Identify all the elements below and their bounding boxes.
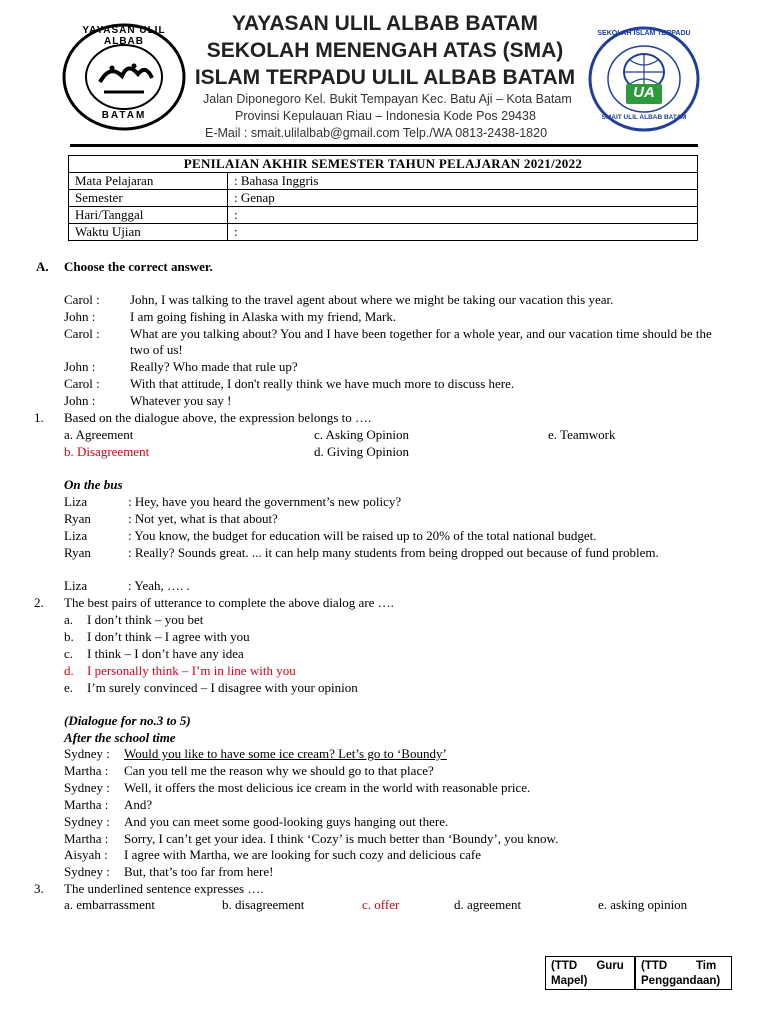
question-number: 1. (34, 410, 44, 425)
option-b-correct[interactable]: b. Disagreement (64, 444, 150, 459)
left-logo-bottom-text: BATAM (101, 110, 147, 121)
question-text: Based on the dialogue above, the expression belongs to …. (64, 410, 372, 425)
utterance: Sorry, I can’t get your idea. I think ‘Cozy’ is much better than ‘Boundy’, you know. (124, 831, 559, 846)
option-c-correct[interactable]: c. offer (362, 897, 400, 912)
utterance: But, that’s too far from here! (124, 864, 274, 879)
contact-line: E-Mail : smait.ulilalbab@gmail.com Telp./WA 0813-2438-1820 (205, 126, 548, 140)
option-a[interactable]: I don’t think – you bet (87, 612, 204, 627)
row-value: : (228, 207, 698, 224)
utterance: : Hey, have you heard the government’s new policy? (128, 494, 402, 509)
table-row (69, 190, 698, 207)
dialogue-title: After the school time (64, 730, 176, 745)
utterance: : Not yet, what is that about? (128, 511, 278, 526)
speaker: John : (64, 359, 96, 374)
speaker: Martha : (64, 831, 109, 846)
speaker: Martha : (64, 763, 109, 778)
speaker: Carol : (64, 326, 100, 341)
foundation-name: YAYASAN ULIL ALBAB BATAM (231, 12, 539, 35)
row-label: Hari/Tanggal (69, 207, 228, 224)
underlined-utterance: Would you like to have some ice cream? Let’s go to ‘Boundy’ (124, 746, 447, 761)
speaker: Sydney : (64, 814, 110, 829)
speaker: Liza (64, 528, 88, 543)
speaker: John : (64, 393, 96, 408)
right-logo-mark: UA (633, 84, 655, 101)
utterance: Well, it offers the most delicious ice cream in the world with reasonable price. (124, 780, 531, 795)
utterance: What are you talking about? You and I have been together for a whole year, and our vacation time should be the two of us! (130, 326, 712, 357)
row-value: : (228, 224, 698, 241)
utterance: : Really? Sounds great. ... it can help many students from being dropped out because of fund problem. (128, 545, 659, 560)
speaker: John : (64, 309, 96, 324)
utterance: And? (124, 797, 153, 812)
option-e[interactable]: e. asking opinion (598, 897, 688, 912)
question-number: 3. (34, 881, 44, 896)
option-d[interactable]: d. Giving Opinion (314, 444, 409, 459)
option-c[interactable]: c. Asking Opinion (314, 427, 409, 442)
table-row (69, 207, 698, 224)
speaker: Sydney : (64, 746, 110, 761)
speaker: Aisyah : (64, 847, 108, 862)
speaker: Liza (64, 494, 88, 509)
utterance: I am going fishing in Alaska with my friend, Mark. (130, 309, 397, 324)
speaker: Carol : (64, 292, 100, 307)
exam-title: PENILAIAN AKHIR SEMESTER TAHUN PELAJARAN 2021/2022 (69, 156, 698, 173)
table-row (69, 224, 698, 241)
speaker: Sydney : (64, 780, 110, 795)
exam-info-table (68, 155, 698, 241)
speaker: Carol : (64, 376, 100, 391)
right-logo-bottom-text: SMAIT ULIL ALBAB BATAM (601, 114, 687, 121)
option-e[interactable]: I’m surely convinced – I disagree with your opinion (87, 680, 358, 695)
option-letter: a. (64, 612, 74, 627)
utterance: John, I was talking to the travel agent about where we might be taking our vacation this year. (130, 292, 614, 307)
utterance: And you can meet some good-looking guys hanging out there. (124, 814, 449, 829)
speaker: Sydney : (64, 864, 110, 879)
utterance: Really? Who made that rule up? (130, 359, 298, 374)
row-label: Semester (69, 190, 228, 207)
signature-label: Penggandaan) (641, 975, 721, 987)
header-divider (70, 144, 698, 147)
option-e[interactable]: e. Teamwork (548, 427, 616, 442)
dialogue-note: (Dialogue for no.3 to 5) (64, 713, 191, 728)
signature-box-teacher (545, 956, 635, 990)
row-label: Mata Pelajaran (69, 173, 228, 190)
signature-label: (TTD Guru (551, 960, 624, 972)
utterance: : You know, the budget for education will be raised up to 20% of the total national budget. (128, 528, 597, 543)
section-number: A. (36, 259, 49, 274)
school-full-name: ISLAM TERPADU ULIL ALBAB BATAM (194, 66, 576, 89)
row-label: Waktu Ujian (69, 224, 228, 241)
option-d-correct[interactable]: I personally think – I’m in line with you (87, 663, 296, 678)
table-row (69, 173, 698, 190)
option-letter: b. (64, 629, 74, 644)
utterance: I agree with Martha, we are looking for such cozy and delicious cafe (124, 847, 481, 862)
speaker: Martha : (64, 797, 109, 812)
option-c[interactable]: I think – I don’t have any idea (87, 646, 244, 661)
question-text: The underlined sentence expresses …. (64, 881, 264, 896)
row-value: : Genap (228, 190, 698, 207)
address-line-2: Provinsi Kepulauan Riau – Indonesia Kode Pos 29438 (235, 109, 536, 123)
speaker: Liza (64, 578, 88, 593)
speaker: Ryan (64, 545, 91, 560)
utterance: Whatever you say ! (130, 393, 232, 408)
option-letter: d. (64, 663, 74, 678)
question-text: The best pairs of utterance to complete the above dialog are …. (64, 595, 394, 610)
section-title: Choose the correct answer. (64, 259, 213, 274)
question-number: 2. (34, 595, 44, 610)
right-logo-top-text: SEKOLAH ISLAM TERPADU (597, 30, 691, 37)
option-d[interactable]: d. agreement (454, 897, 522, 912)
school-name: SEKOLAH MENENGAH ATAS (SMA) (206, 39, 564, 62)
utterance: Can you tell me the reason why we should go to that place? (124, 763, 434, 778)
option-b[interactable]: b. disagreement (222, 897, 305, 912)
option-b[interactable]: I don’t think – I agree with you (87, 629, 250, 644)
signature-label: Mapel) (551, 975, 588, 987)
table-caption-row (69, 156, 698, 173)
option-a[interactable]: a. embarrassment (64, 897, 155, 912)
utterance: With that attitude, I don't really think we have much more to discuss here. (130, 376, 515, 391)
left-logo-top-text: YAYASAN ULIL ALBAB (82, 25, 166, 47)
signature-box-duplication (635, 956, 732, 990)
option-letter: e. (64, 680, 74, 695)
speaker: Ryan (64, 511, 91, 526)
option-letter: c. (64, 646, 74, 661)
address-line-1: Jalan Diponegoro Kel. Bukit Tempayan Kec. Batu Aji – Kota Batam (203, 92, 572, 106)
signature-label: (TTD Tim (641, 960, 717, 972)
dialogue-title: On the bus (64, 477, 123, 492)
row-value: : Bahasa Inggris (228, 173, 698, 190)
utterance: : Yeah, …. . (128, 578, 190, 593)
option-a[interactable]: a. Agreement (64, 427, 134, 442)
